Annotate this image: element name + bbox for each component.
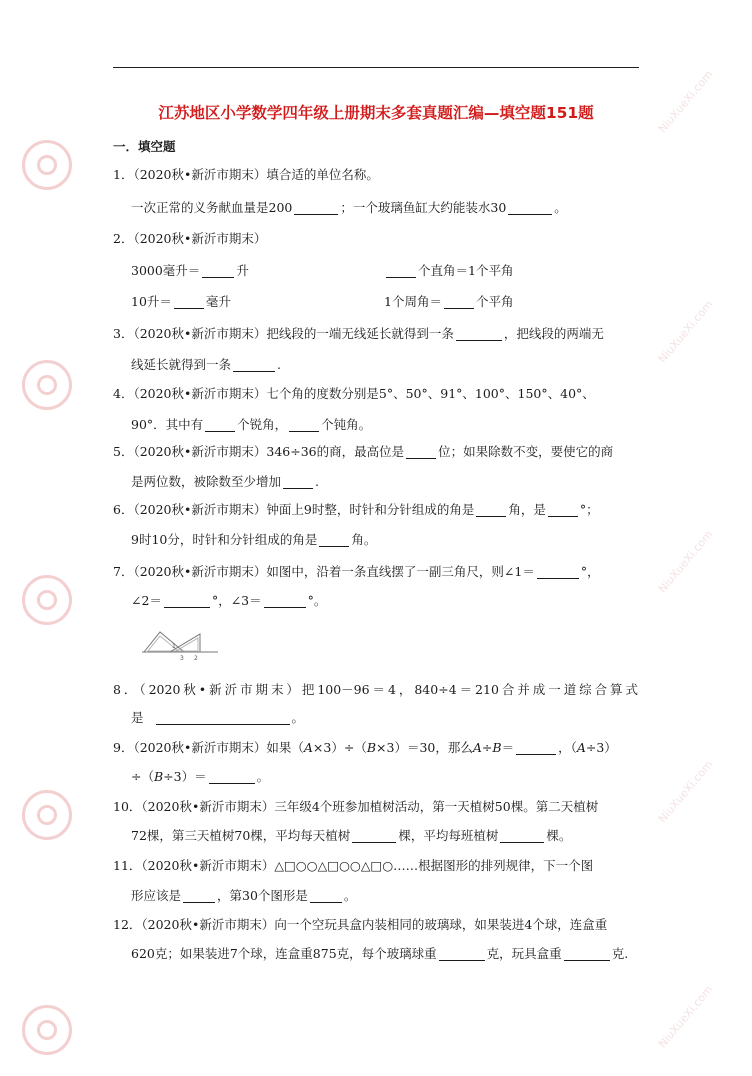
- question-2-item-a: 3000毫升＝ 升: [131, 263, 249, 278]
- watermark-text: NiuXueXi.com: [655, 527, 716, 596]
- question-7-line-2: ∠2＝ °，∠3＝ °。: [131, 593, 327, 608]
- answer-blank[interactable]: [476, 502, 506, 517]
- question-4-line-1: 4．（2020秋•新沂市期末）七个角的度数分别是5°、50°、91°、100°、150°、40°、: [113, 386, 595, 401]
- answer-blank[interactable]: [352, 828, 396, 843]
- document-title: 江苏地区小学数学四年级上册期末多套真题汇编—填空题151题: [158, 104, 594, 122]
- answer-blank[interactable]: [537, 564, 579, 579]
- answer-blank[interactable]: [548, 502, 578, 517]
- watermark-logo-icon: [22, 360, 72, 410]
- question-3-line-1: 3．（2020秋•新沂市期末）把线段的一端无线延长就得到一条 ，把线段的两端无: [113, 326, 604, 341]
- question-1-head: 1．（2020秋•新沂市期末）填合适的单位名称。: [113, 167, 379, 182]
- answer-blank[interactable]: [289, 417, 319, 432]
- header-rule: [113, 67, 639, 68]
- question-10-line-1: 10．（2020秋•新沂市期末）三年级4个班参加植树活动，第一天植树50棵。第二天植树: [113, 799, 599, 814]
- angle-label: 3: [180, 655, 184, 662]
- question-11-line-2: 形应该是 ，第30个图形是 。: [131, 888, 357, 903]
- answer-blank[interactable]: [444, 294, 474, 309]
- answer-blank[interactable]: [310, 888, 342, 903]
- answer-blank[interactable]: [508, 200, 552, 215]
- question-8-line-1: 8．（2020秋•新沂市期末）把100－96＝4，840÷4＝210合并成一道综合算式: [113, 682, 639, 697]
- answer-blank[interactable]: [164, 593, 210, 608]
- watermark-text: NiuXueXi.com: [655, 757, 716, 826]
- answer-blank[interactable]: [183, 888, 215, 903]
- answer-blank[interactable]: [205, 417, 235, 432]
- answer-blank[interactable]: [516, 740, 556, 755]
- answer-blank[interactable]: [283, 474, 313, 489]
- question-12-line-1: 12．（2020秋•新沂市期末）向一个空玩具盒内装相同的玻璃球，如果装进4个球，连盒重: [113, 917, 608, 932]
- answer-blank[interactable]: [174, 294, 204, 309]
- answer-blank[interactable]: [294, 200, 338, 215]
- watermark-logo-icon: [22, 790, 72, 840]
- question-2-item-d: 1个周角＝ 个平角: [384, 294, 514, 309]
- question-2-item-b: 个直角＝1个平角: [384, 261, 513, 279]
- answer-blank[interactable]: [264, 593, 306, 608]
- question-10-line-2: 72棵，第三天植树70棵，平均每天植树 棵，平均每班植树 棵。: [131, 828, 572, 843]
- question-5-line-1: 5．（2020秋•新沂市期末）346÷36的商，最高位是 位；如果除数不变，要使它的商: [113, 444, 614, 459]
- answer-blank[interactable]: [319, 532, 349, 547]
- answer-blank[interactable]: [406, 444, 436, 459]
- question-1-body: 一次正常的义务献血量是200 ；一个玻璃鱼缸大约能装水30 。: [131, 200, 567, 215]
- question-6-line-1: 6．（2020秋•新沂市期末）钟面上9时整，时针和分针组成的角是 角，是 °；: [113, 502, 599, 517]
- question-9-line-1: 9．（2020秋•新沂市期末）如果（A×3）÷（B×3）＝30，那么A÷B＝ ，（A÷3）: [113, 740, 617, 755]
- question-7-line-1: 7．（2020秋•新沂市期末）如图中，沿着一条直线摆了一副三角尺，则∠1＝ °，: [113, 564, 600, 579]
- answer-blank[interactable]: [456, 326, 502, 341]
- question-2-item-c: 10升＝ 毫升: [131, 294, 231, 309]
- answer-blank[interactable]: [156, 710, 290, 725]
- question-4-line-2: 90°．其中有 个锐角， 个钝角。: [131, 417, 372, 432]
- answer-blank[interactable]: [500, 828, 544, 843]
- question-6-line-2: 9时10分，时针和分针组成的角是 角。: [131, 532, 377, 547]
- answer-blank[interactable]: [564, 946, 610, 961]
- answer-blank[interactable]: [209, 769, 255, 784]
- watermark-text: NiuXueXi.com: [655, 982, 716, 1051]
- question-8-line-2: 是 。: [131, 710, 305, 725]
- question-12-line-2: 620克；如果装进7个球，连盒重875克，每个玻璃球重 克，玩具盒重 克.: [131, 946, 629, 961]
- angle-label: 2: [194, 655, 198, 662]
- question-2-head: 2．（2020秋•新沂市期末）: [113, 231, 267, 246]
- angle-label: 1: [172, 643, 176, 650]
- answer-blank[interactable]: [233, 357, 275, 372]
- question-3-line-2: 线延长就得到一条 .: [131, 357, 281, 372]
- answer-blank[interactable]: [386, 263, 416, 278]
- triangle-rulers-figure: [140, 622, 220, 664]
- question-11-line-1: 11．（2020秋•新沂市期末）△□○○△□○○△□○……根据图形的排列规律，下一个图: [113, 858, 594, 873]
- question-9-line-2: ÷（B÷3）＝ 。: [131, 769, 270, 784]
- question-5-line-2: 是两位数，被除数至少增加 .: [131, 474, 319, 489]
- watermark-logo-icon: [22, 140, 72, 190]
- answer-blank[interactable]: [202, 263, 234, 278]
- watermark-text: NiuXueXi.com: [655, 67, 716, 136]
- watermark-text: NiuXueXi.com: [655, 297, 716, 366]
- watermark-logo-icon: [22, 1005, 72, 1055]
- watermark-logo-icon: [22, 575, 72, 625]
- section-heading: 一．填空题: [113, 139, 176, 154]
- answer-blank[interactable]: [439, 946, 485, 961]
